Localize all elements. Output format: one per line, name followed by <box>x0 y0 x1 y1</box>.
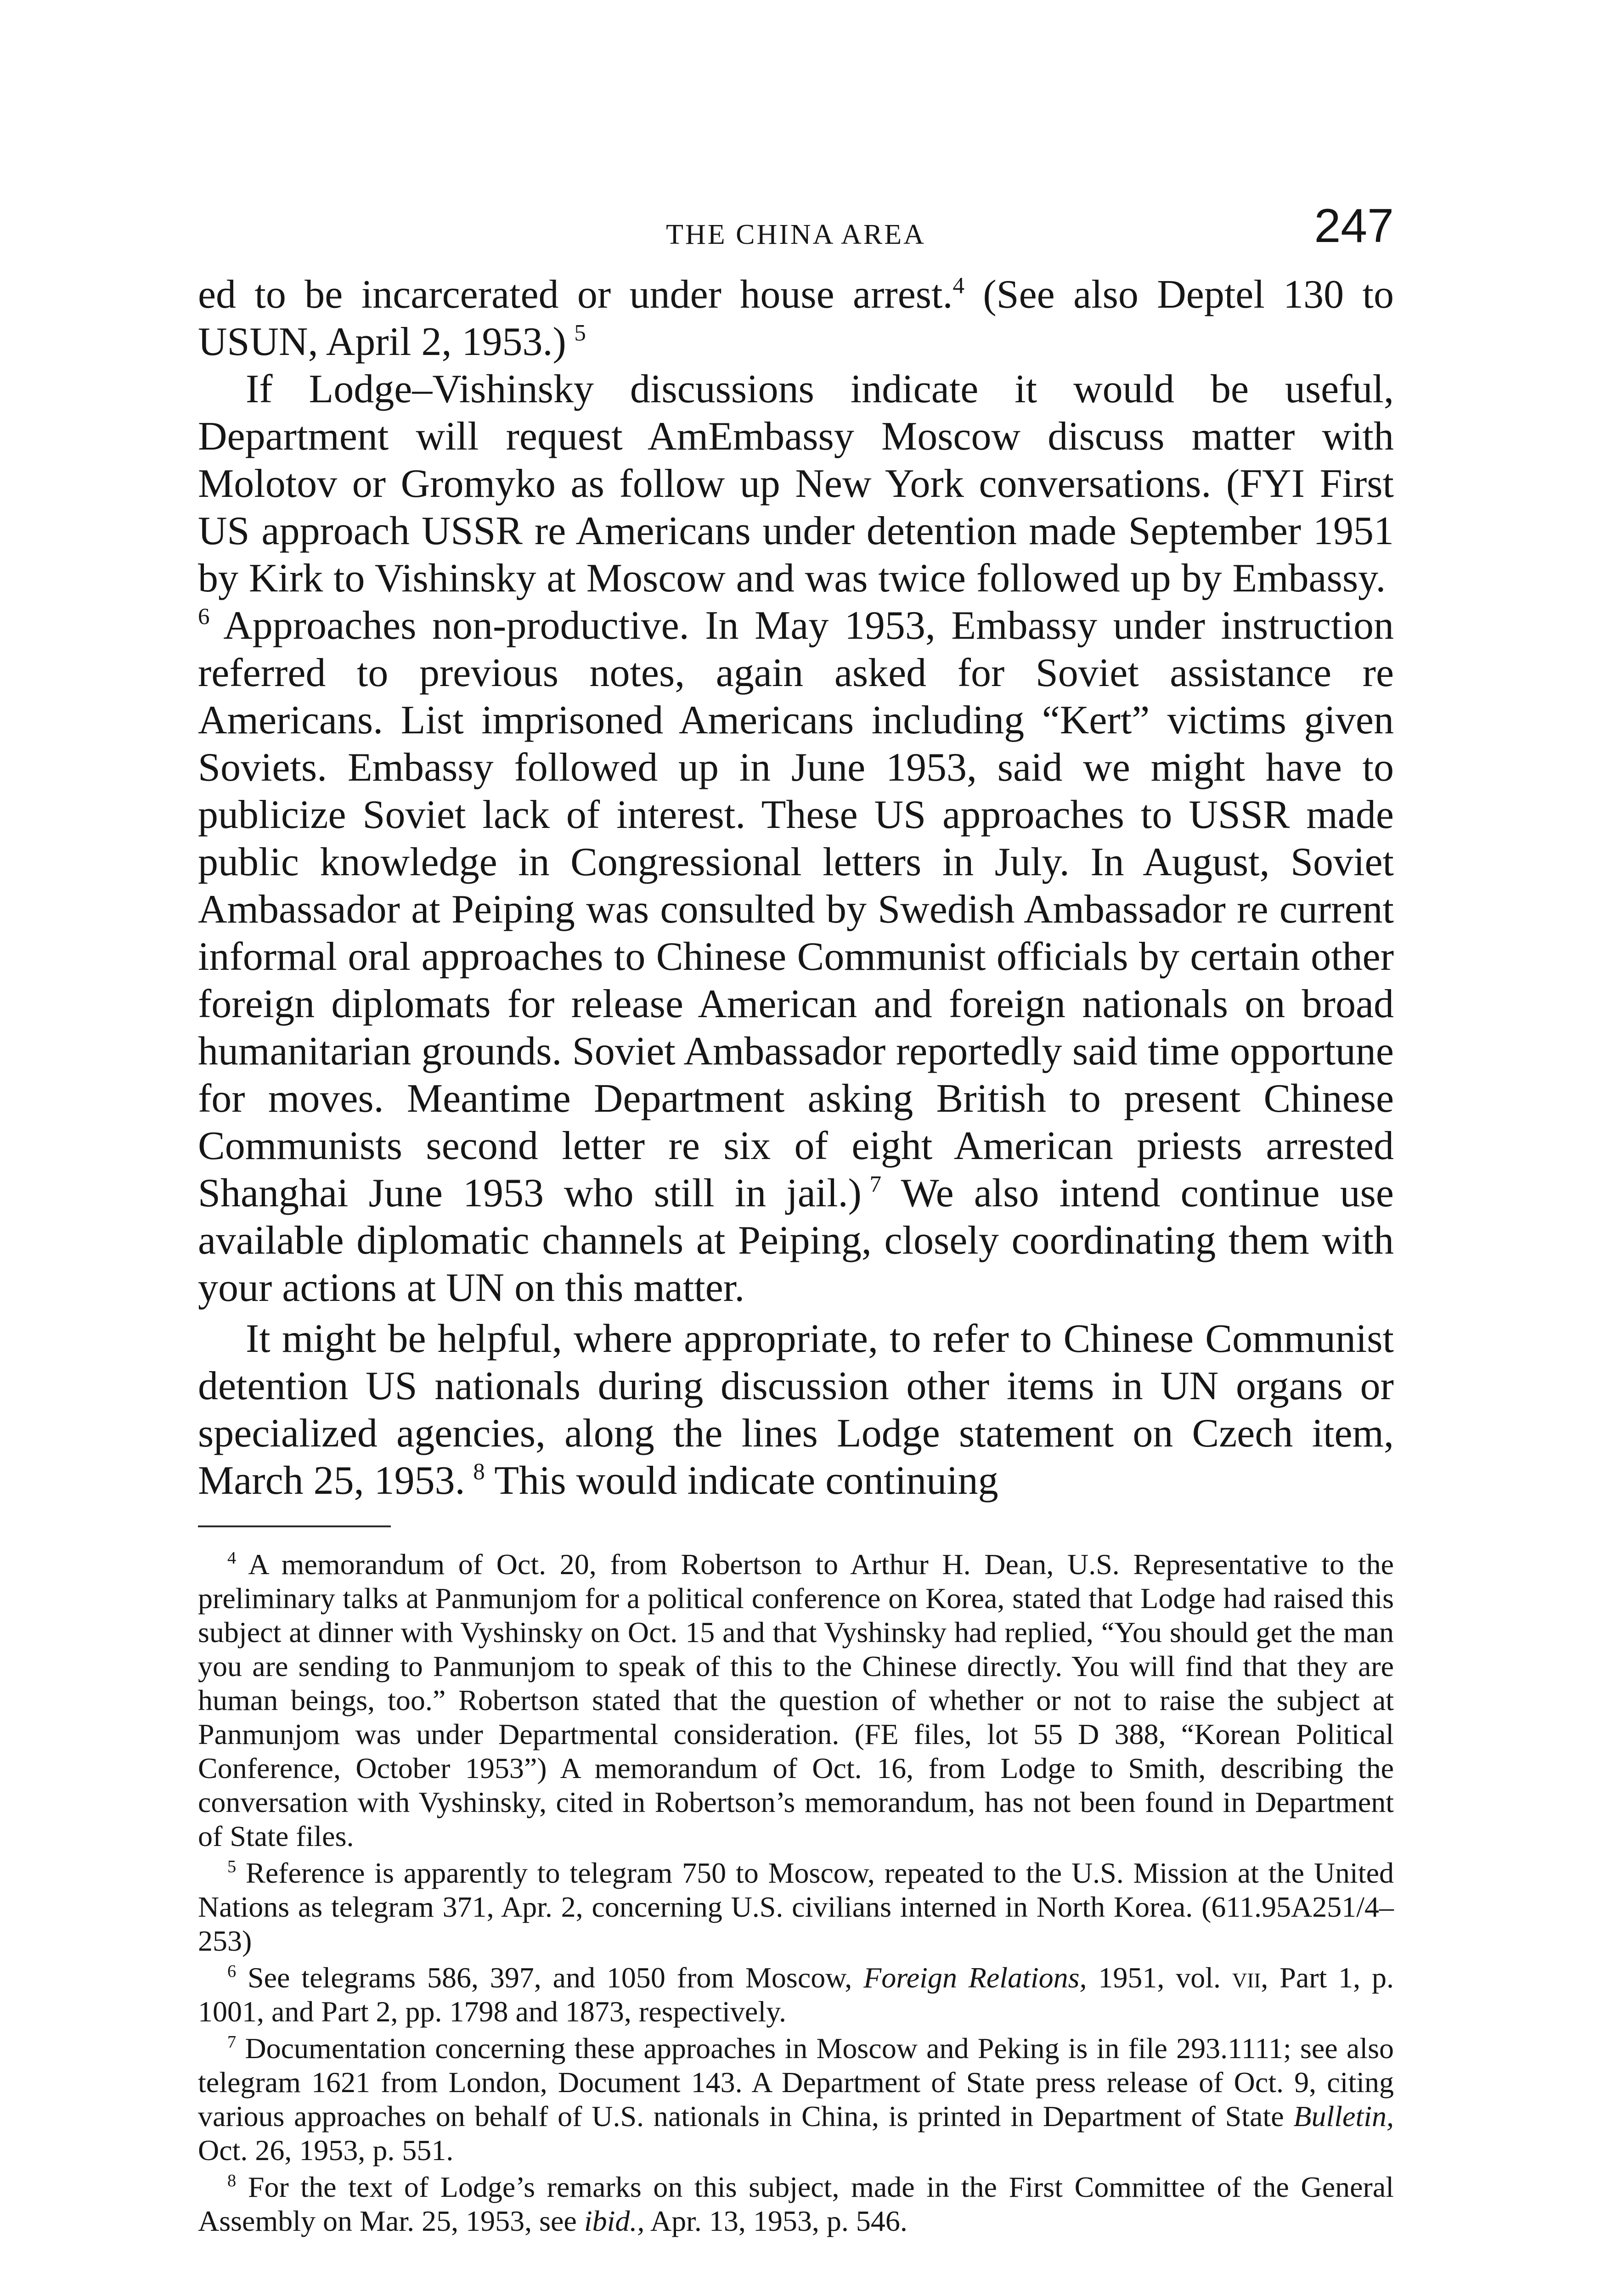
footnote-ref-4: 4 <box>953 273 964 299</box>
footnote-ref-6: 6 <box>198 604 210 630</box>
footnote-5 <box>198 1856 1394 1958</box>
paragraph-text: Approaches non-productive. In May 1953, Embassy under instruction referred to previous notes, again asked for Soviet assistance re Americans. List imprisoned Americans including “Kert” victims given Soviets. Embassy followed up in June 1953, said we might have to publicize Soviet lack of interest. These US approaches to USSR made public knowledge in Congressional letters in July. In August, Soviet Ambassador at Peiping was consulted by Swedish Ambassador re current informal oral approaches to Chinese Communist officials by certain other foreign diplomats for release American and foreign nationals on broad humanitarian grounds. Soviet Ambassador reportedly said time opportune for moves. Meantime Department asking British to present Chinese Communists second letter re six of eight American priests arrested Shanghai June 1953 who still in jail.) <box>198 603 1394 1216</box>
footnote-text: Oct. 26, 1953, p. 551. <box>198 2134 454 2167</box>
page-number: 247 <box>1314 199 1394 253</box>
footnote-text: , Part 1, p. 1001, and Part 2, pp. 1798 and 1873, respectively. <box>198 1961 1394 2028</box>
publication-title: Foreign Relations, <box>863 1961 1087 1994</box>
footnote-text: A memorandum of Oct. 20, from Robertson to Arthur H. Dean, U.S. Representative to the preliminary talks at Panmunjom for a political conference on Korea, stated that Lodge had raised this subject at dinner with Vyshinsky on Oct. 15 and that Vyshinsky had replied, “You should get the man you are sending to Panmunjom to speak of this to the Chinese directly. You will find that they are human beings, too.” Robertson stated that the question of whether or not to raise the subject at Panmunjom was under Departmental consideration. (FE files, lot 55 D 388, “Korean Political Conference, October 1953”) A memorandum of Oct. 16, from Lodge to Smith, describing the conversation with Vyshinsky, cited in Robertson’s memorandum, has not been found in Department of State files. <box>198 1548 1394 1852</box>
volume-numeral: vii <box>1232 1961 1261 1994</box>
footnote-text: Documentation concerning these approaches in Moscow and Peking is in file 293.1111; see also telegram 1621 from London, Document 143. A Department of State press release of Oct. 9, citing various approaches on behalf of U.S. nationals in China, is printed in Department of State <box>198 2032 1394 2133</box>
paragraph-text: This would indicate continuing <box>485 1458 998 1503</box>
footnote-ref-5: 5 <box>574 320 586 346</box>
footnote-marker: 8 <box>227 2171 237 2190</box>
paragraph-un-organs <box>198 1315 1394 1504</box>
footnote-text: 1951, vol. <box>1087 1961 1232 1994</box>
footnote-ref-7: 7 <box>869 1171 882 1198</box>
running-head <box>198 199 1394 271</box>
body-text <box>198 271 1394 1504</box>
publication-title: Bulletin, <box>1293 2100 1394 2133</box>
citation-ibid: ibid., <box>584 2205 645 2237</box>
paragraph-lodge-vishinsky <box>198 366 1394 1311</box>
footnote-text: See telegrams 586, 397, and 1050 from Moscow, <box>236 1961 864 1994</box>
footnote-6 <box>198 1961 1394 2029</box>
footnote-marker: 4 <box>227 1548 237 1568</box>
paragraph-text: It might be helpful, where appropriate, to refer to Chinese Communist detention US nationals during discussion other items in UN organs or specialized agencies, along the lines Lodge statement on Czech item, March 25, 1953. <box>198 1317 1394 1503</box>
footnote-7 <box>198 2032 1394 2167</box>
paragraph-text: We also intend continue use available diplomatic channels at Peiping, closely coordinating them with your actions at UN on this matter. <box>198 1171 1394 1310</box>
paragraph-text: (See also Deptel 130 to USUN, April 2, 1953.) <box>198 272 1394 364</box>
footnote-ref-8: 8 <box>473 1459 485 1485</box>
paragraph-continued <box>198 271 1394 366</box>
footnote-separator <box>198 1525 391 1527</box>
footnote-marker: 6 <box>227 1961 237 1981</box>
paragraph-text: If Lodge–Vishinsky discussions indicate it would be useful, Department will request AmEmbassy Moscow discuss matter with Molotov or Gromyko as follow up New York conversations. (FYI First US approach USSR re Americans under detention made September 1951 by Kirk to Vishinsky at Moscow and was twice followed up by Embassy. <box>198 367 1394 601</box>
footnote-marker: 7 <box>227 2032 237 2052</box>
footnote-text: Reference is apparently to telegram 750 to Moscow, repeated to the U.S. Mission at the United Nations as telegram 371, Apr. 2, concerning U.S. civilians interned in North Korea. (611.95A251/4–253) <box>198 1857 1394 1957</box>
paragraph-text: ed to be incarcerated or under house arrest. <box>198 272 953 317</box>
footnote-marker: 5 <box>227 1857 237 1876</box>
footnote-8 <box>198 2170 1394 2238</box>
footnote-4 <box>198 1548 1394 1853</box>
footnote-text: Apr. 13, 1953, p. 546. <box>644 2205 907 2237</box>
running-title: THE CHINA AREA <box>666 219 926 250</box>
document-page <box>198 199 1394 2241</box>
footnotes <box>198 1548 1394 2238</box>
footnote-text: For the text of Lodge’s remarks on this subject, made in the First Committee of the General Assembly on Mar. 25, 1953, see <box>198 2171 1394 2237</box>
